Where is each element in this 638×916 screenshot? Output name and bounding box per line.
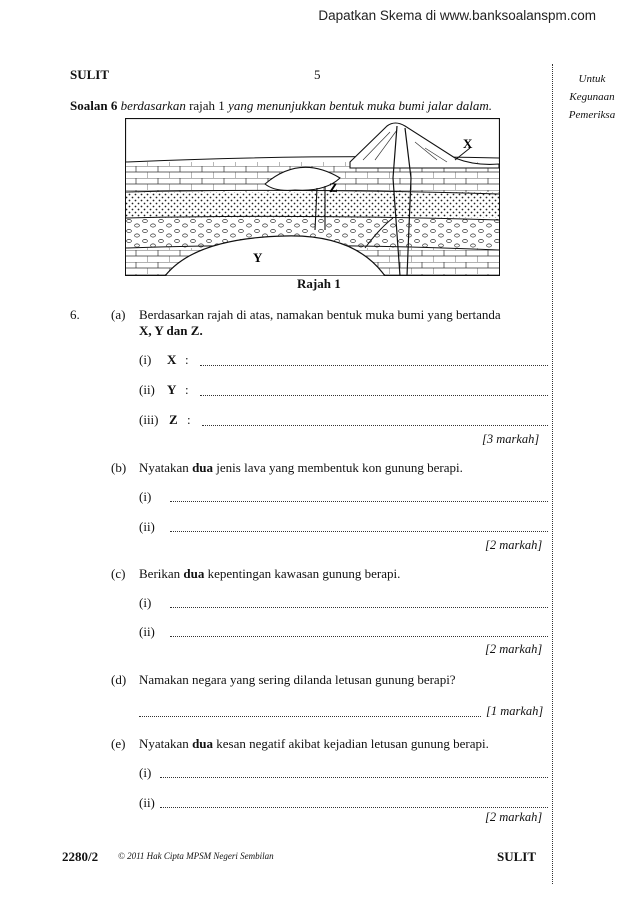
figure-rajah-1: [125, 118, 500, 276]
a-item-colon: :: [185, 382, 189, 397]
side-note: [552, 70, 632, 124]
part-e-bold: dua: [192, 736, 214, 751]
e-item-num: (i): [139, 765, 152, 780]
marks-b: [2 markah]: [485, 538, 543, 552]
answer-line-b-ii[interactable]: [170, 531, 548, 532]
side-note-line: Untuk: [578, 73, 606, 85]
part-c-bold: dua: [183, 566, 205, 581]
footer-sulit: SULIT: [497, 849, 537, 864]
part-a-text: [139, 307, 539, 339]
c-item-num: (i): [139, 595, 152, 610]
a-item-letter: Y: [167, 382, 177, 397]
answer-line-c-ii[interactable]: [170, 636, 548, 637]
part-c-text: [139, 566, 400, 582]
part-d-label: (d): [111, 672, 127, 687]
footer-code: 2280/2: [62, 849, 99, 864]
figure-caption: Rajah 1: [297, 276, 341, 291]
marks-d: [1 markah]: [486, 704, 544, 718]
part-a-line2: X, Y dan Z.: [139, 323, 203, 338]
part-e-text: [139, 736, 489, 752]
a-item-letter: Z: [169, 412, 178, 427]
page-number: 5: [314, 67, 321, 82]
watermark: Dapatkan Skema di www.banksoalanspm.com: [318, 8, 596, 23]
label-y: Y: [253, 250, 263, 265]
answer-line-a-ii[interactable]: [200, 395, 548, 396]
footer-copyright: © 2011 Hak Cipta MPSM Negeri Sembilan: [118, 851, 274, 861]
intro-mid: rajah 1: [189, 98, 225, 113]
examiner-margin-line: [552, 64, 553, 884]
label-x: X: [463, 136, 473, 151]
part-b-post: jenis lava yang membentuk kon gunung berapi.: [213, 460, 463, 475]
part-e-post: kesan negatif akibat kejadian letusan gunung berapi.: [213, 736, 489, 751]
b-item-num: (ii): [139, 519, 155, 534]
answer-line-c-i[interactable]: [170, 607, 548, 608]
intro-text: [70, 98, 492, 114]
part-a-line1: Berdasarkan rajah di atas, namakan bentuk muka bumi yang bertanda: [139, 307, 501, 322]
part-a-label: (a): [111, 307, 126, 322]
answer-line-e-i[interactable]: [160, 777, 548, 778]
header-sulit: SULIT: [70, 67, 110, 82]
layer-dots: [126, 192, 499, 218]
part-b-label: (b): [111, 460, 127, 475]
marks-a: [3 markah]: [482, 432, 540, 446]
a-item-num: (i): [139, 352, 152, 367]
marks-e: [2 markah]: [485, 810, 543, 824]
part-c-pre: Berikan: [139, 566, 184, 581]
part-b-text: [139, 460, 463, 476]
part-d-text: Namakan negara yang sering dilanda letusan gunung berapi?: [139, 672, 456, 687]
a-item-num: (ii): [139, 382, 155, 397]
part-c-label: (c): [111, 566, 126, 581]
side-note-line: Pemeriksa: [568, 109, 616, 121]
intro-tail: yang menunjukkan bentuk muka bumi jalar dalam.: [228, 98, 492, 113]
part-b-bold: dua: [192, 460, 214, 475]
part-e-label: (e): [111, 736, 126, 751]
intro-label: Soalan 6: [70, 98, 118, 113]
marks-c: [2 markah]: [485, 642, 543, 656]
e-item-num: (ii): [139, 795, 155, 810]
part-b-pre: Nyatakan: [139, 460, 193, 475]
part-c-post: kepentingan kawasan gunung berapi.: [204, 566, 401, 581]
c-item-num: (ii): [139, 624, 155, 639]
answer-line-e-ii[interactable]: [160, 807, 548, 808]
question-number: 6.: [70, 307, 80, 322]
answer-line-a-iii[interactable]: [202, 425, 548, 426]
a-item-colon: :: [185, 352, 189, 367]
answer-line-d[interactable]: [139, 716, 481, 717]
side-note-line: Kegunaan: [569, 91, 615, 103]
intro-italic: berdasarkan: [120, 98, 186, 113]
a-item-letter: X: [167, 352, 177, 367]
answer-line-a-i[interactable]: [200, 365, 548, 366]
answer-line-b-i[interactable]: [170, 501, 548, 502]
a-item-num: (iii): [139, 412, 159, 427]
label-z: Z: [329, 180, 338, 195]
a-item-colon: :: [187, 412, 191, 427]
part-e-pre: Nyatakan: [139, 736, 193, 751]
b-item-num: (i): [139, 489, 152, 504]
